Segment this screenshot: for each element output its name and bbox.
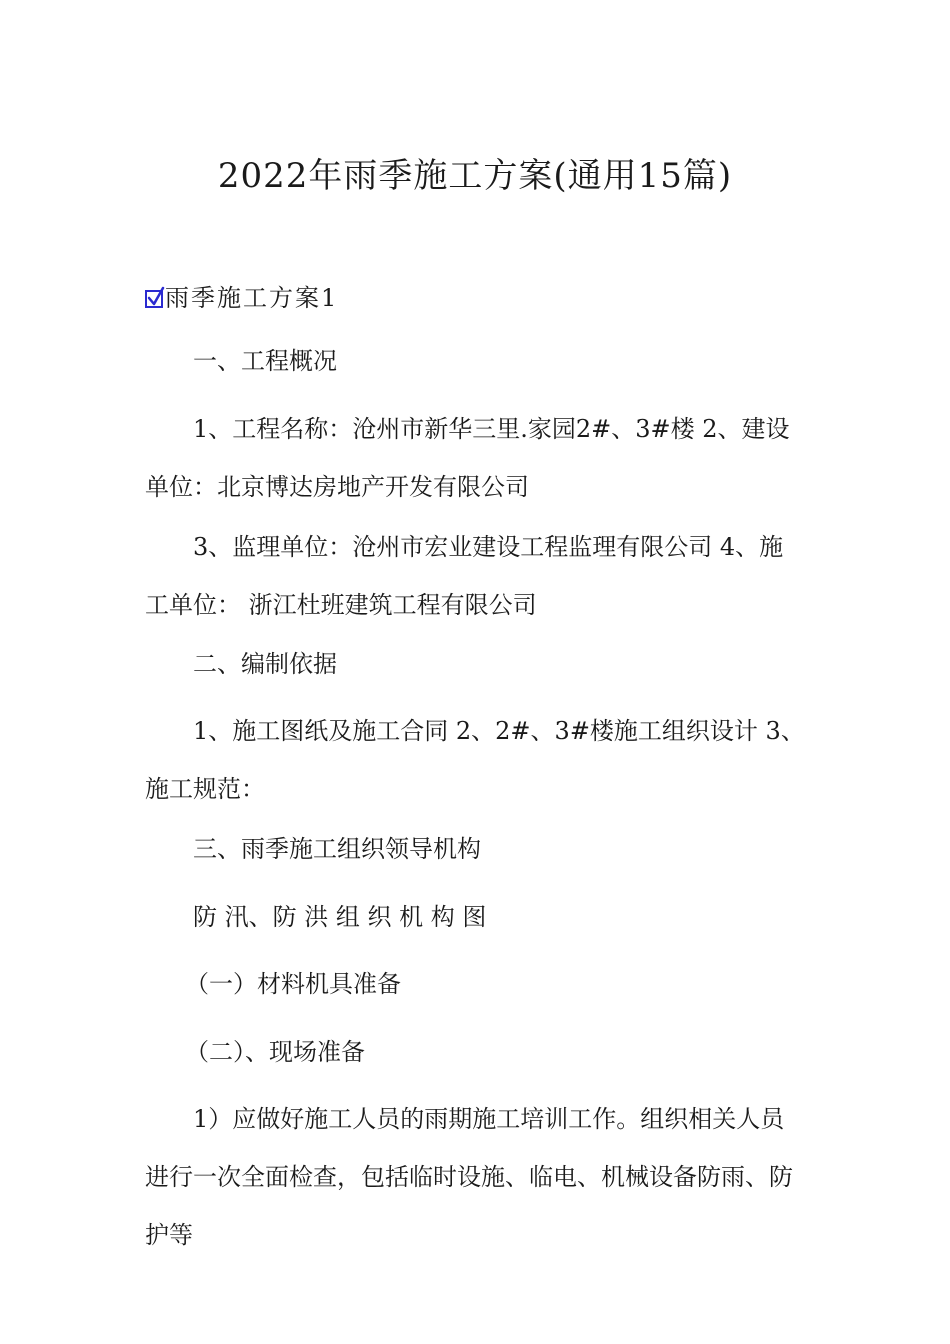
- paragraph-basis-list: 1、施工图纸及施工合同 2、2#、3#楼施工组织设计 3、施工规范：: [145, 717, 805, 803]
- heading-organization: 三、雨季施工组织领导机构: [193, 835, 481, 863]
- paragraph-supervision-unit: 3、监理单位：沧州市宏业建设工程监理有限公司 4、施工单位： 浙江杜班建筑工程有限公司: [145, 533, 784, 619]
- heading-site-prep: （二）、现场准备: [185, 1038, 365, 1066]
- paragraph-training: 1）应做好施工人员的雨期施工培训工作。组织相关人员进行一次全面检查，包括临时设施、临电、机械设备防雨、防护等: [145, 1105, 793, 1249]
- section-heading-text: 雨季施工方案1: [165, 284, 339, 312]
- heading-compilation-basis: 二、编制依据: [193, 650, 337, 678]
- heading-project-overview: 一、工程概况: [193, 347, 337, 375]
- checkbox-checked-icon[interactable]: [145, 290, 163, 308]
- paragraph-project-name: 1、工程名称：沧州市新华三里.家园2#、3#楼 2、建设单位：北京博达房地产开发有限公司: [145, 415, 790, 501]
- document-title: 2022年雨季施工方案(通用15篇): [217, 156, 733, 196]
- heading-flood-org-chart: 防 汛、防 洪 组 织 机 构 图: [193, 903, 487, 931]
- heading-materials-prep: （一）材料机具准备: [185, 970, 401, 998]
- section-heading: [145, 278, 338, 313]
